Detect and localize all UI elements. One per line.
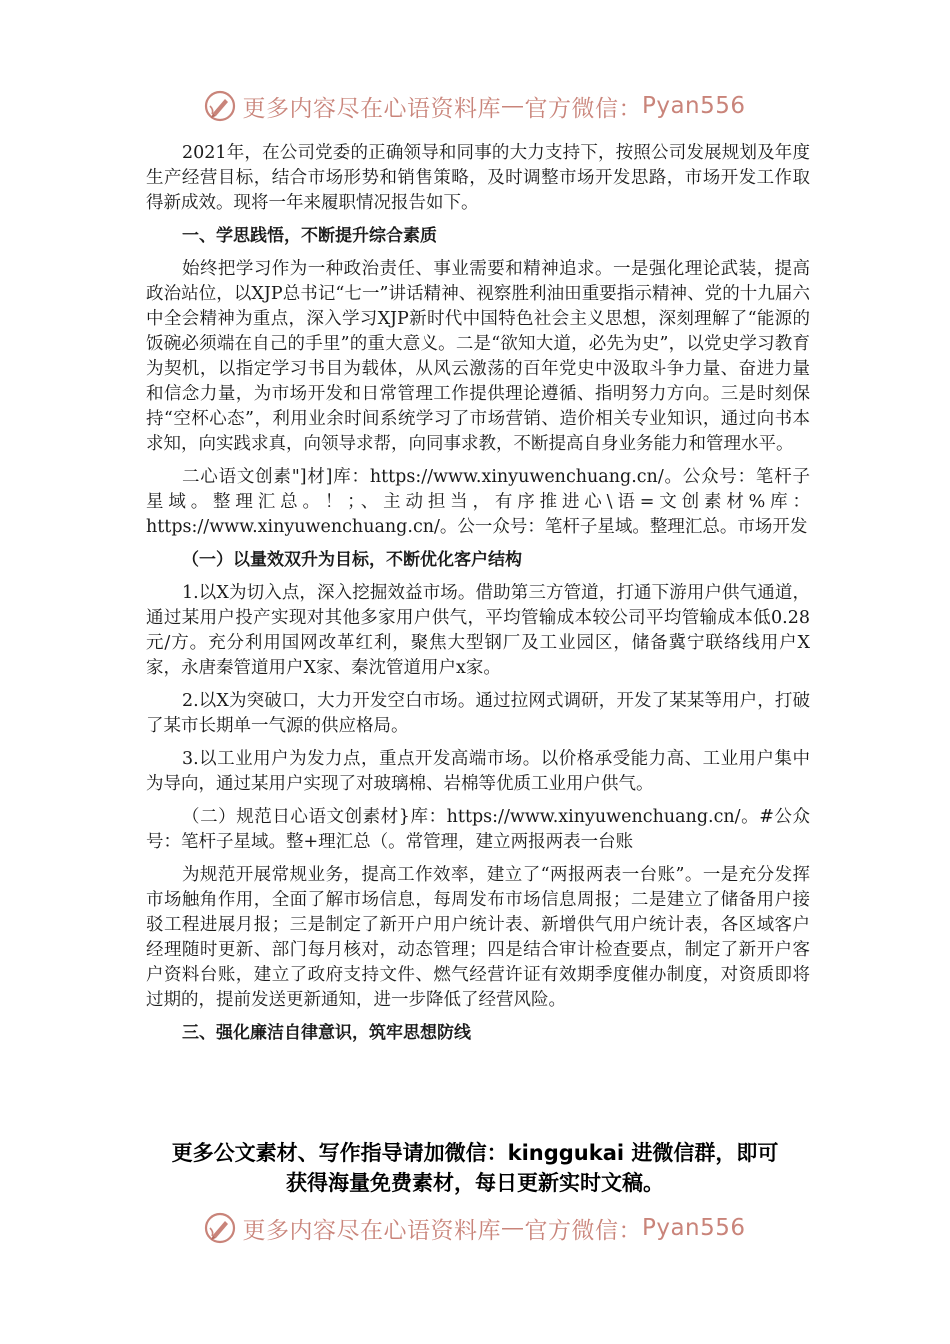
subsection-2-paragraph: 为规范开展常规业务，提高工作效率，建立了“两报两表一台账”。一是充分发挥市场触角作用，全面了解市场信息，每周发布市场信息周报；二是建立了储备用户接驳工程进展月报；三是制定了新开户用户统计表、新增供气用户统计表，各区域客户经理随时更新、部门每月核对，动态管理；四是结合审计检查要点，制定了新开户客户资料台账，建立了政府支持文件、燃气经营许证有效期季度催办制度，对资质即将过期的，提前发送更新通知，进一步降低了经营风险。 [146, 865, 810, 1010]
banner-dash: — [500, 1215, 525, 1241]
pen-logo-icon [204, 90, 236, 122]
list-item-1: 1.以X为切入点，深入挖掘效益市场。借助第三方管道，打通下游用户供气通道，通过某用户投产实现对其他多家用户供气，平均管输成本较公司平均管输成本低0.28元/方。充分利用国网改革红利，聚焦大型钢厂及工业园区，储备冀宁联络线用户X家，永唐秦管道用户X家、秦沈管道用户x家。 [146, 583, 810, 678]
section-1-heading: 一、学思践悟，不断提升综合素质 [182, 226, 437, 246]
subsection-1-heading: （一）以量效双升为目标，不断优化客户结构 [182, 550, 522, 570]
banner-wechat-id: Pyan556 [641, 93, 746, 119]
intro-paragraph: 2021年，在公司党委的正确领导和同事的大力支持下，按照公司发展规划及年度生产经营目标，结合市场形势和销售策略，及时调整市场开发思路，市场开发工作取得新成效。现将一年来履职情况报告如下。 [146, 143, 810, 213]
banner-brand: 更多内容尽在心语资料库 [242, 1217, 501, 1244]
list-item-3: 3.以工业用户为发力点，重点开发高端市场。以价格承受能力高、工业用户集中为导向，通过某用户实现了对玻璃棉、岩棉等优质工业用户供气。 [146, 749, 810, 794]
pen-logo-icon [204, 1212, 236, 1244]
banner-dash: — [500, 93, 525, 119]
banner-wechat-id: Pyan556 [641, 1215, 746, 1241]
banner-official: 官方微信： [524, 1217, 642, 1244]
header-banner[interactable] [0, 84, 950, 128]
promo-notice [130, 1138, 820, 1198]
watermark-paragraph: 二心语文创素"]材]库：https://www.xinyuwenchuang.cn/。公众号：笔杆子星域。整理汇总。！；、主动担当，有序推进心\语=文创素材%库：https://www.xinyuwenchuang.cn/。公一众号：笔杆子星域。整理汇总。市场开发 [146, 467, 810, 537]
banner-brand: 更多内容尽在心语资料库 [242, 95, 501, 122]
banner-official: 官方微信： [524, 95, 642, 122]
document-body [146, 141, 810, 1054]
promo-line-1: 更多公文素材、写作指导请加微信：kinggukai 进微信群，即可 [171, 1141, 779, 1165]
footer-banner[interactable] [0, 1206, 950, 1250]
subsection-2-heading: （二）规范日心语文创素材}库：https://www.xinyuwenchuang.cn/。#公众号：笔杆子星域。整+理汇总（。常管理，建立两报两表一台账 [146, 807, 810, 852]
list-item-2: 2.以X为突破口，大力开发空白市场。通过拉网式调研，开发了某某等用户，打破了某市长期单一气源的供应格局。 [146, 691, 810, 736]
promo-line-2: 获得海量免费素材，每日更新实时文稿。 [286, 1171, 664, 1195]
section-1-paragraph: 始终把学习作为一种政治责任、事业需要和精神追求。一是强化理论武装，提高政治站位，以XJP总书记“七一”讲话精神、视察胜利油田重要指示精神、党的十九届六中全会精神为重点，深入学习XJP新时代中国特色社会主义思想，深刻理解了“能源的饭碗必须端在自己的手里”的重大意义。二是“欲知大道，必先为史”，以党史学习教育为契机，以指定学习书目为载体，从风云激荡的百年党史中汲取斗争力量、奋进力量和信念力量，为市场开发和日常管理工作提供理论遵循、指明努力方向。三是时刻保持“空杯心态”，利用业余时间系统学习了市场营销、造价相关专业知识，通过向书本求知，向实践求真，向领导求帮，向同事求教，不断提高自身业务能力和管理水平。 [146, 259, 810, 454]
section-3-heading: 三、强化廉洁自律意识，筑牢思想防线 [182, 1023, 471, 1043]
